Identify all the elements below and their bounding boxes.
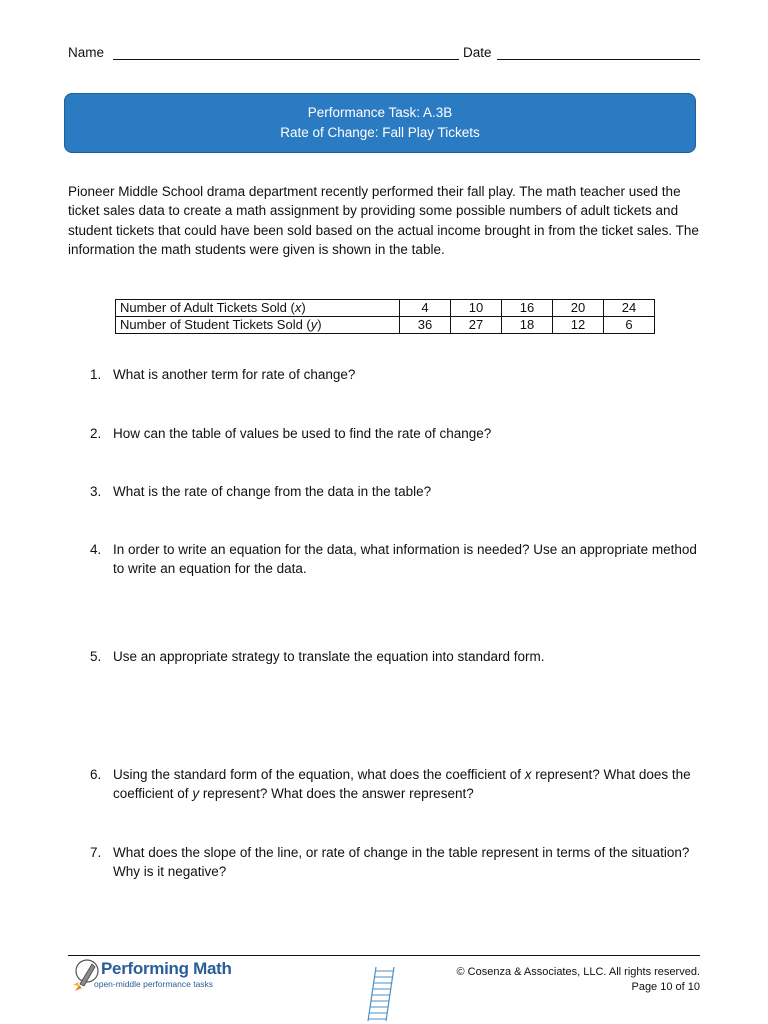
row-label: Number of Adult Tickets Sold (x): [116, 300, 400, 317]
question-text: What is the rate of change from the data in the table?: [113, 484, 432, 499]
question-number: 7.: [90, 845, 102, 860]
table-cell: 6: [604, 317, 655, 334]
row-label: Number of Student Tickets Sold (y): [116, 317, 400, 334]
question-number: 5.: [90, 649, 102, 664]
logo-tagline: open-middle performance tasks: [94, 979, 214, 989]
ticket-data-table: [115, 299, 655, 334]
page-number: Page 10 of 10: [631, 981, 700, 993]
table-cell: 18: [502, 317, 553, 334]
question-text: In order to write an equation for the data, what information is needed? Use an appropriate method to write an equation for the data.: [113, 542, 697, 577]
question-text: Using the standard form of the equation, what does the coefficient of x represent? What does the coefficient of y represent? What does the answer represent?: [113, 767, 691, 802]
date-label: Date: [463, 45, 492, 60]
table-cell: 20: [553, 300, 604, 317]
task-subtitle: Rate of Change: Fall Play Tickets: [280, 125, 480, 140]
question-text: What does the slope of the line, or rate of change in the table represent in terms of the situation? Why is it negative?: [113, 845, 690, 880]
intro-paragraph: Pioneer Middle School drama department recently performed their fall play. The math teacher used the ticket sales data to create a math assignment by providing some possible numbers of adult tickets and student tickets that could have been sold based on the actual income brought in from the ticket sales. The information the math students were given is shown in the table.: [68, 184, 699, 258]
footer-divider: [68, 955, 700, 956]
question-number: 3.: [90, 484, 102, 499]
question-number: 1.: [90, 367, 102, 382]
name-label: Name: [68, 45, 105, 60]
question-1: [90, 365, 702, 384]
ladder-icon: [364, 965, 400, 1023]
question-number: 4.: [90, 542, 102, 557]
table-row: [116, 300, 655, 317]
date-field[interactable]: [497, 59, 700, 60]
question-6: [90, 765, 702, 804]
question-7: [90, 843, 702, 882]
question-2: [90, 424, 702, 443]
table-cell: 36: [400, 317, 451, 334]
title-banner: [64, 93, 696, 153]
table-cell: 10: [451, 300, 502, 317]
question-4: [90, 540, 702, 579]
table-row: [116, 317, 655, 334]
question-number: 6.: [90, 767, 102, 782]
name-field[interactable]: [113, 59, 459, 60]
task-title: Performance Task: A.3B: [307, 105, 453, 120]
table-cell: 27: [451, 317, 502, 334]
table-cell: 16: [502, 300, 553, 317]
copyright-notice: © Cosenza & Associates, LLC. All rights reserved.: [456, 966, 700, 978]
logo-title: Performing Math: [101, 959, 232, 978]
question-3: [90, 482, 702, 501]
table-cell: 4: [400, 300, 451, 317]
table-cell: 12: [553, 317, 604, 334]
question-text: What is another term for rate of change?: [113, 367, 356, 382]
question-number: 2.: [90, 426, 102, 441]
question-text: Use an appropriate strategy to translate the equation into standard form.: [113, 649, 545, 664]
question-text: How can the table of values be used to find the rate of change?: [113, 426, 492, 441]
table-cell: 24: [604, 300, 655, 317]
question-5: [90, 647, 702, 666]
